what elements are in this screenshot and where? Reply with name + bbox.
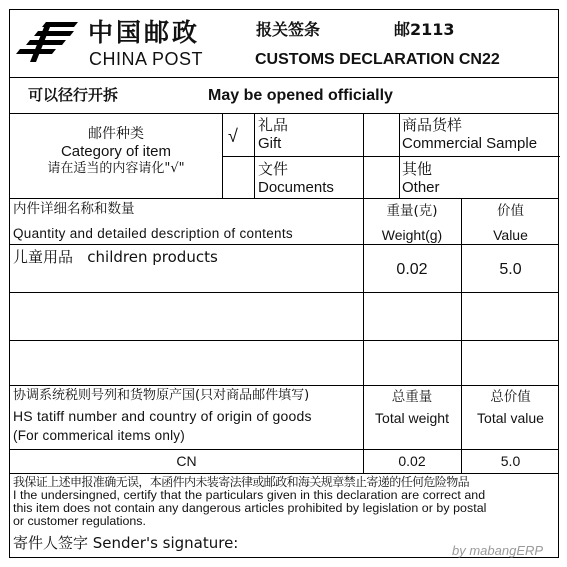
sample-label-zh: 商品货样 <box>402 116 463 134</box>
notice-chinese: 可以径行开拆 <box>28 86 119 104</box>
other-label-zh: 其他 <box>402 160 433 178</box>
value-header-en: Value <box>493 227 528 243</box>
certification-en-line1: I the undersingned, certify that the particulars given in this declaration are correct and <box>13 488 486 502</box>
china-post-logo <box>16 18 82 64</box>
hs-header-en: HS tatiff number and country of origin of goods <box>13 408 312 424</box>
sender-signature-label: 寄件人签字 Sender's signature: <box>13 534 239 552</box>
certification-zh: 我保证上述申报准确无误，本函件内未装寄法律或邮政和海关规章禁止寄递的任何危险物品 <box>13 475 470 489</box>
gift-label-zh: 礼品 <box>258 116 289 134</box>
total-value-value: 5.0 <box>500 453 521 469</box>
customs-label: 报关签条 <box>256 20 321 39</box>
sample-label-en: Commercial Sample <box>402 135 538 152</box>
documents-label-zh: 文件 <box>258 160 289 178</box>
value-header-zh: 价值 <box>497 203 524 219</box>
gift-label-en: Gift <box>258 135 282 152</box>
brand-chinese: 中国邮政 <box>88 18 201 47</box>
documents-label-en: Documents <box>258 179 334 196</box>
table-row-value: 5.0 <box>499 261 522 278</box>
total-weight-header-zh: 总重量 <box>391 389 433 405</box>
table-row-weight: 0.02 <box>396 261 428 278</box>
customs-declaration-form <box>9 9 559 558</box>
weight-header-en: Weight(g) <box>381 227 443 243</box>
notice-english: May be opened officially <box>208 87 393 104</box>
total-value-header-en: Total value <box>477 410 544 426</box>
origin-country: CN <box>176 453 197 469</box>
hs-header-zh: 协调系统税则号列和货物原产国(只对商品邮件填写) <box>13 388 310 403</box>
form-title: CUSTOMS DECLARATION CN22 <box>255 51 500 68</box>
brand-english: CHINA POST <box>89 49 204 69</box>
weight-header-zh: 重量(克) <box>386 203 438 219</box>
contents-header-zh: 内件详细名称和数量 <box>13 201 135 217</box>
form-code: 邮2113 <box>394 20 455 39</box>
total-weight-header-en: Total weight <box>375 410 449 426</box>
total-weight-value: 0.02 <box>398 453 426 469</box>
category-label: 邮件种类 Category of item 请在适当的内容请化"√" <box>47 126 185 176</box>
total-value-header-zh: 总价值 <box>490 389 531 405</box>
hs-header-note: (For commerical items only) <box>13 428 185 443</box>
certification-en-line3: or customer regulations. <box>13 514 146 528</box>
other-label-en: Other <box>402 179 440 196</box>
gift-checkbox[interactable]: √ <box>228 126 238 146</box>
certification-en-line2: this item does not contain any dangerous articles prohibited by legislation or by postal <box>13 501 487 515</box>
contents-header-en: Quantity and detailed description of contents <box>13 226 293 241</box>
table-row-description: 儿童用品 children products <box>13 248 218 266</box>
watermark: by mabangERP <box>452 543 544 558</box>
china-post-emblem-icon <box>16 18 82 64</box>
